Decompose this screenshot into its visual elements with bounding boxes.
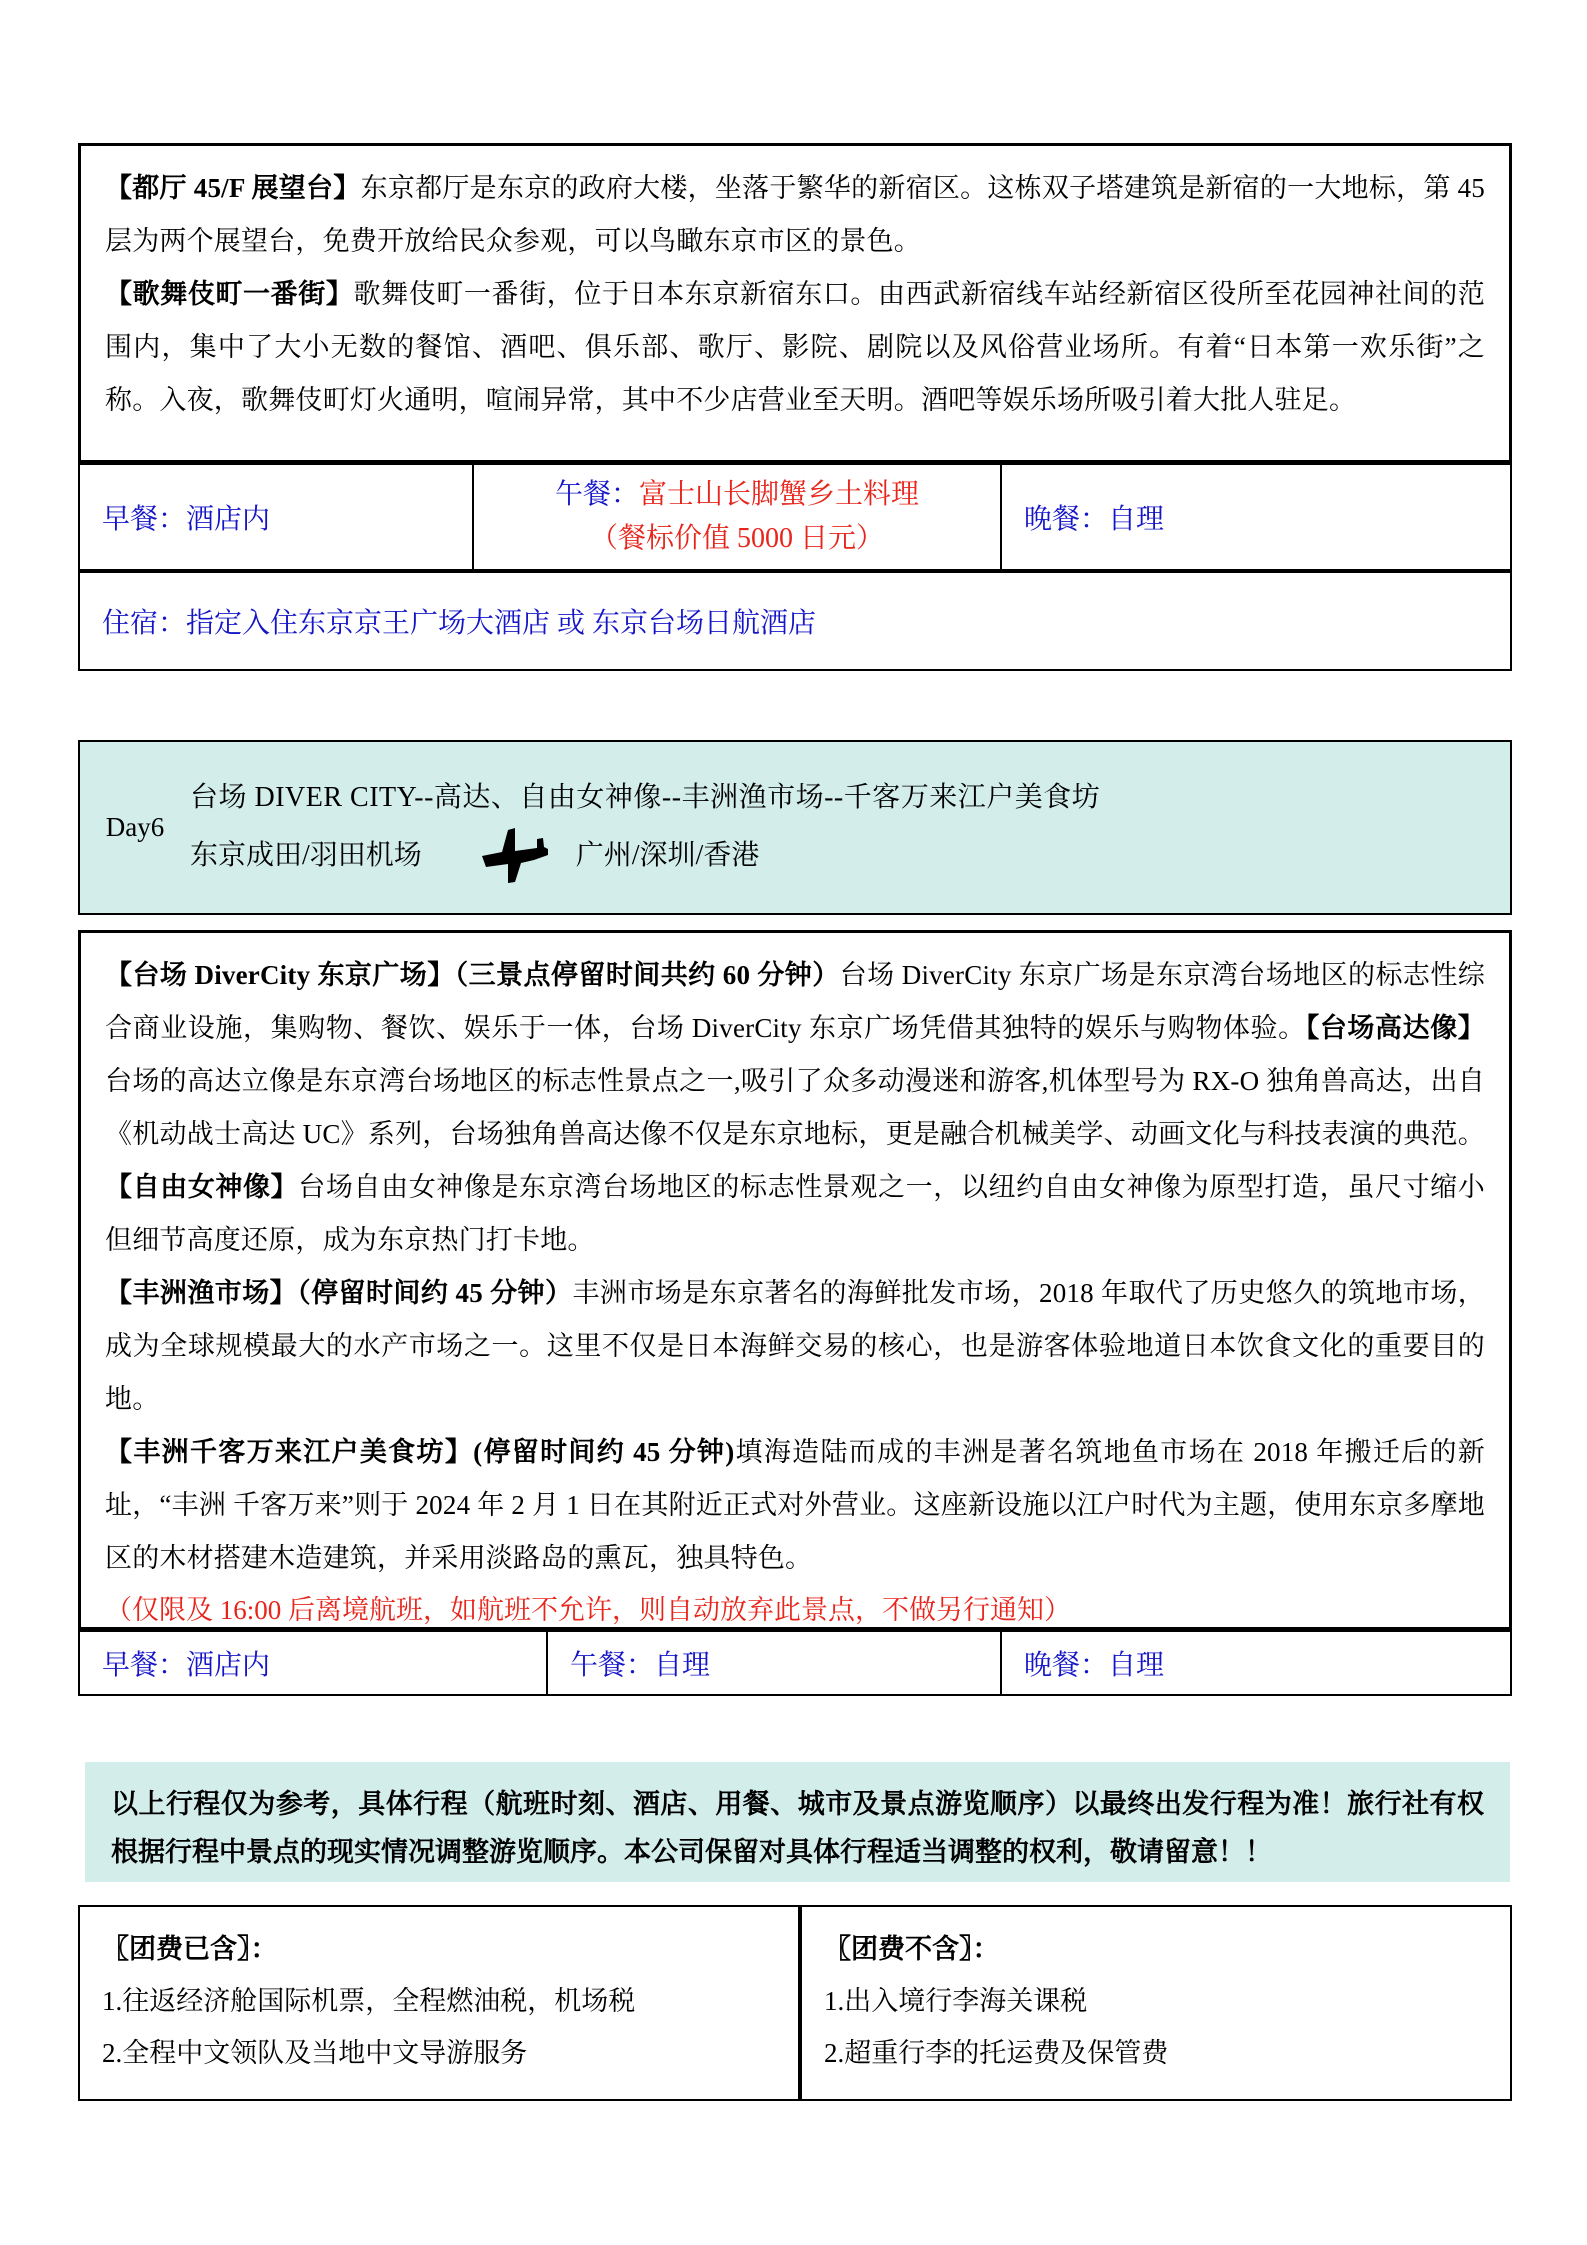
paragraph-toyosu-text: 丰洲市场是东京著名的海鲜批发市场，2018 年取代了历史悠久的筑地市场，成为全球规模最大的水产市场之一。这里不仅是日本海鲜交易的核心，也是游客体验地道日本饮食文化的重要目的地。 — [105, 1278, 1485, 1414]
day6-breakfast-label: 早餐： — [102, 1650, 187, 1681]
day5-lunch-value: 富士山长脚蟹乡土料理 — [639, 479, 920, 510]
day6-dinner-label: 晚餐： — [1024, 1650, 1109, 1681]
day5-dinner-value: 自理 — [1108, 504, 1165, 535]
day5-stay-label: 住宿： — [102, 608, 187, 639]
day6-header-lines — [190, 770, 1510, 886]
paragraph-statue-text: 台场自由女神像是东京湾台场地区的标志性景观之一，以纽约自由女神像为原型打造，虽尺寸缩小但细节高度还原，成为东京热门打卡地。 — [105, 1172, 1485, 1255]
day5-dinner-label: 晚餐： — [1024, 504, 1109, 535]
paragraph-toyosu-title: 【丰洲渔市场】 — [105, 1278, 298, 1308]
paragraph-tocho-text: 东京都厅是东京的政府大楼，坐落于繁华的新宿区。这栋双子塔建筑是新宿的一大地标，第 45 层为两个展望台，免费开放给民众参观，可以鸟瞰东京市区的景色。 — [105, 173, 1485, 256]
day6-label: Day6 — [105, 812, 165, 842]
paragraph-gundam-text: 台场的高达立像是东京湾台场地区的标志性景点之一,吸引了众多动漫迷和游客,机体型号为 RX-O 独角兽高达，出自《机动战士高达 UC》系列，台场独角兽高达像不仅是东京地标，更是融合机械美学、动画文化与科技表演的典范。 — [105, 1066, 1485, 1149]
day6-lunch-value: 自理 — [654, 1650, 711, 1681]
day6-description-block — [78, 930, 1512, 1630]
paragraph-gundam-title: 【台场高达像】 — [1305, 1013, 1485, 1043]
day6-header — [78, 740, 1512, 915]
paragraph-kabukicho — [105, 268, 1485, 427]
fee-excluded-box — [800, 1905, 1512, 2101]
day6-origin: 东京成田/羽田机场 — [190, 839, 422, 871]
day6-destination: 广州/深圳/香港 — [575, 839, 760, 871]
disclaimer-banner — [85, 1762, 1510, 1882]
day6-lunch-cell — [546, 1632, 1000, 1694]
paragraph-tocho — [105, 162, 1485, 268]
airplane-icon — [474, 826, 550, 886]
fee-included-item-2: 2.全程中文领队及当地中文导游服务 — [102, 2038, 528, 2068]
day6-breakfast-value: 酒店内 — [186, 1650, 271, 1681]
fee-excluded-item-2: 2.超重行李的托运费及保管费 — [824, 2038, 1169, 2068]
paragraph-tocho-title: 【都厅 45/F 展望台】 — [105, 173, 361, 203]
day5-lunch-line2: （餐标价值 5000 日元） — [589, 523, 884, 554]
day6-breakfast-cell — [80, 1632, 546, 1694]
paragraph-divercity-title: 【台场 DiverCity 东京广场】 — [105, 960, 455, 990]
day5-lunch-line1 — [555, 473, 919, 517]
fee-excluded-title: 〖团费不含〗： — [824, 1934, 1000, 1964]
day5-lunch-label: 午餐： — [554, 479, 639, 510]
paragraph-senkyaku — [105, 1426, 1485, 1585]
paragraph-divercity — [105, 949, 1485, 1267]
day5-breakfast-value: 酒店内 — [186, 504, 271, 535]
paragraph-senkyaku-text: 填海造陆而成的丰洲是著名筑地鱼市场在 2018 年搬迁后的新址，“丰洲 千客万来”则于 2024 年 2 月 1 日在其附近正式对外营业。这座新设施以江户时代为主题，使用东京多摩地区的木材搭建木造建筑，并采用淡路岛的熏瓦，独具特色。 — [105, 1437, 1485, 1573]
paragraph-toyosu — [105, 1267, 1485, 1426]
day5-description-block — [78, 143, 1512, 463]
paragraph-statue-title: 【自由女神像】 — [105, 1172, 299, 1202]
paragraph-kabukicho-title: 【歌舞伎町一番街】 — [105, 279, 354, 309]
day6-route: 台场 DIVER CITY--高达、自由女神像--丰洲渔市场--千客万来江户美食坊 — [190, 781, 1101, 813]
day5-dinner-cell — [1000, 465, 1510, 569]
day5-stay-row — [78, 571, 1512, 671]
day6-warning: （仅限及 16:00 后离境航班，如航班不允许，则自动放弃此景点，不做另行通知） — [105, 1595, 1071, 1625]
day6-dinner-cell — [1000, 1632, 1510, 1694]
fee-included-title: 〖团费已含〗： — [102, 1934, 278, 1964]
paragraph-senkyaku-note: (停留时间约 45 分钟) — [473, 1437, 735, 1467]
day5-breakfast-label: 早餐： — [102, 504, 187, 535]
day6-flight-line — [190, 826, 1500, 886]
fee-included-box — [78, 1905, 800, 2101]
day5-breakfast-cell — [80, 465, 472, 569]
disclaimer-text: 以上行程仅为参考，具体行程（航班时刻、酒店、用餐、城市及景点游览顺序）以最终出发行程为准！旅行社有权根据行程中景点的现实情况调整游览顺序。本公司保留对具体行程适当调整的权利，敬请留意！！ — [111, 1789, 1484, 1867]
paragraph-divercity-text: 台场 DiverCity 东京广场是东京湾台场地区的标志性综合商业设施，集购物、餐饮、娱乐于一体，台场 DiverCity 东京广场凭借其独特的娱乐与购物体验。 — [105, 960, 1485, 1043]
paragraph-senkyaku-title: 【丰洲千客万来江户美食坊】 — [105, 1437, 474, 1467]
fee-excluded-item-1: 1.出入境行李海关课税 — [824, 1986, 1088, 2016]
day6-dinner-value: 自理 — [1108, 1650, 1165, 1681]
paragraph-toyosu-note: （停留时间约 45 分钟） — [297, 1278, 573, 1308]
day6-meal-row — [78, 1630, 1512, 1696]
paragraph-divercity-note: （三景点停留时间共约 60 分钟） — [454, 960, 840, 990]
day5-lunch-cell — [472, 465, 1000, 569]
day5-meal-row — [78, 463, 1512, 571]
paragraph-kabukicho-text: 歌舞伎町一番街，位于日本东京新宿东口。由西武新宿线车站经新宿区役所至花园神社间的范围内，集中了大小无数的餐馆、酒吧、俱乐部、歌厅、影院、剧院以及风俗营业场所。有着“日本第一欢乐街”之称。入夜，歌舞伎町灯火通明，喧闹异常，其中不少店营业至天明。酒吧等娱乐场所吸引着大批人驻足。 — [105, 279, 1485, 415]
fee-included-item-1: 1.往返经济舱国际机票，全程燃油税，机场税 — [102, 1986, 636, 2016]
day5-stay-value: 指定入住东京京王广场大酒店 或 东京台场日航酒店 — [186, 608, 817, 639]
day6-lunch-label: 午餐： — [570, 1650, 655, 1681]
